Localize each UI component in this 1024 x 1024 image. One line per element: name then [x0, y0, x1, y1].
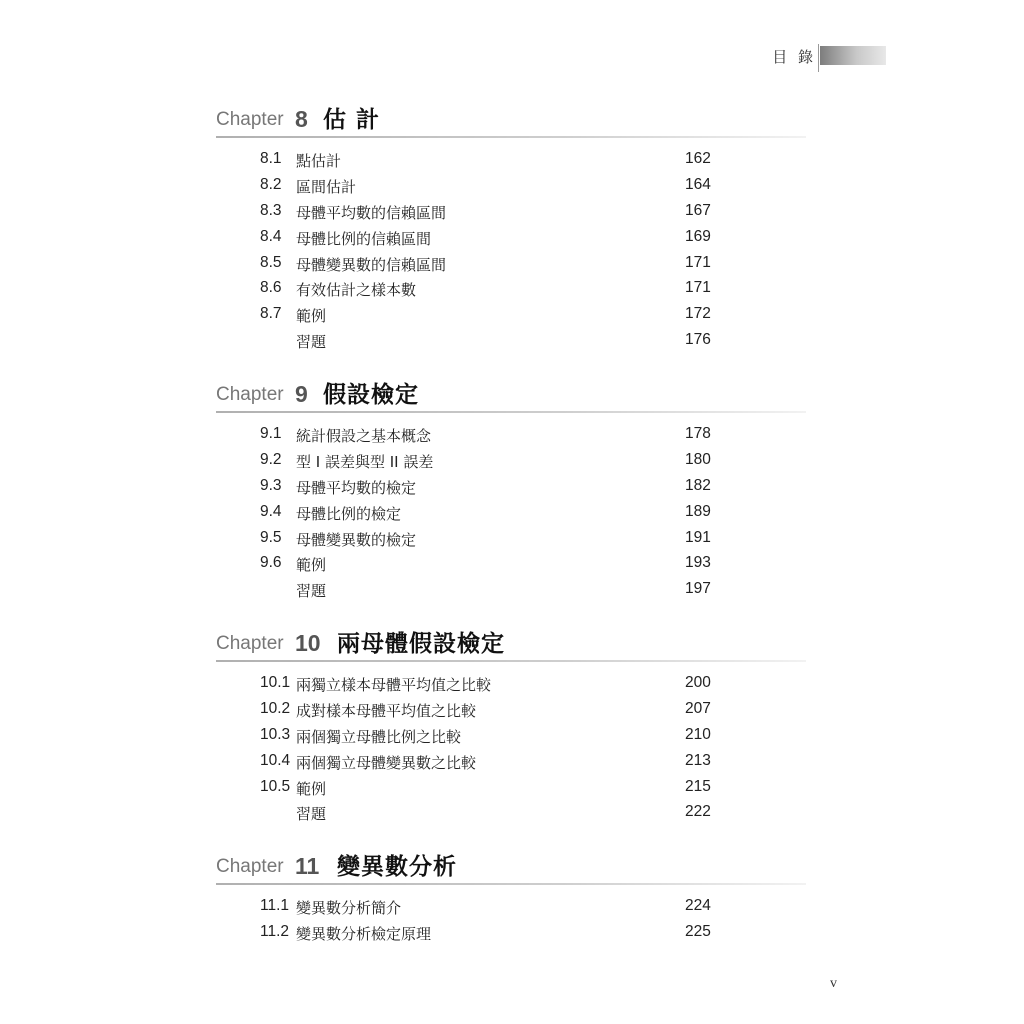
- chapter-title: 假設檢定: [323, 381, 419, 408]
- section-page-number: 191: [685, 528, 711, 546]
- section-title: 母體比例的信賴區間: [296, 229, 432, 248]
- section-page-number: 193: [685, 554, 711, 572]
- section-page-number: 176: [685, 331, 711, 349]
- toc-entry: [216, 554, 816, 580]
- toc-entry: [216, 803, 816, 829]
- section-page-number: 189: [685, 502, 711, 520]
- section-page-number: 182: [685, 476, 711, 494]
- section-title: 統計假設之基本概念: [296, 427, 432, 445]
- section-title: 母體平均數的信賴區間: [296, 203, 447, 222]
- toc-entry: [216, 305, 816, 331]
- toc-entry: [216, 477, 816, 503]
- running-header-rule: [818, 44, 819, 72]
- chapter-title: 變異數分析: [337, 853, 457, 880]
- chapter-word: Chapter: [216, 109, 284, 130]
- section-title: 母體變異數的檢定: [296, 530, 417, 549]
- section-title: 範例: [296, 779, 327, 798]
- section-page-number: 169: [685, 227, 711, 245]
- section-number: 10.2: [260, 699, 291, 717]
- section-number: 9.5: [260, 528, 282, 546]
- chapter-number: 8: [295, 106, 308, 132]
- chapter-title: 估 計: [323, 106, 381, 133]
- chapter-word: Chapter: [216, 384, 284, 405]
- section-number: 9.2: [260, 450, 282, 468]
- section-number: 8.6: [260, 279, 282, 297]
- section-page-number: 162: [685, 150, 711, 167]
- toc-entry: [216, 254, 816, 280]
- toc-entry: [216, 150, 816, 176]
- section-page-number: 222: [685, 803, 711, 821]
- toc-entry: [216, 202, 816, 228]
- section-title: 兩個獨立母體比例之比較: [296, 727, 462, 746]
- toc-entry: [216, 923, 816, 949]
- section-title: 成對樣本母體平均值之比較: [296, 701, 477, 720]
- section-page-number: 167: [685, 201, 711, 219]
- section-title: 母體平均數的檢定: [296, 478, 417, 497]
- section-page-number: 178: [685, 425, 711, 442]
- section-title: 母體比例的檢定: [296, 504, 402, 523]
- section-page-number: 164: [685, 175, 711, 193]
- section-title: 有效估計之樣本數: [296, 281, 417, 300]
- toc-entry: [216, 674, 816, 700]
- running-header-tab: [820, 46, 886, 65]
- running-header-label: 目 錄: [772, 48, 816, 66]
- chapter-heading: [216, 630, 816, 658]
- chapter-word: Chapter: [216, 856, 284, 877]
- section-list: [216, 150, 816, 357]
- section-title: 區間估計: [296, 177, 357, 196]
- chapter-divider: [216, 411, 806, 413]
- chapter-11: [216, 853, 816, 943]
- section-list: [216, 425, 816, 606]
- chapter-8: [216, 106, 816, 352]
- toc-entry: [216, 279, 816, 305]
- section-page-number: 171: [685, 253, 711, 271]
- section-page-number: 200: [685, 674, 711, 691]
- section-page-number: 171: [685, 279, 711, 297]
- toc-entry: [216, 778, 816, 804]
- chapter-title: 兩母體假設檢定: [337, 630, 505, 657]
- toc-entry: [216, 700, 816, 726]
- section-title: 習題: [296, 582, 327, 601]
- toc-entry: [216, 580, 816, 606]
- toc-entry: [216, 176, 816, 202]
- toc-entry: [216, 228, 816, 254]
- section-page-number: 197: [685, 580, 711, 598]
- section-title: 範例: [296, 556, 327, 575]
- section-number: 9.4: [260, 502, 282, 520]
- chapter-heading: [216, 106, 816, 134]
- section-title: 型 I 誤差與型 II 誤差: [296, 452, 434, 471]
- toc-entry: [216, 752, 816, 778]
- section-title: 習題: [296, 333, 327, 352]
- section-list: [216, 674, 816, 829]
- section-number: 11.1: [260, 897, 290, 914]
- section-number: 8.3: [260, 201, 282, 219]
- section-page-number: 172: [685, 305, 711, 323]
- section-number: 8.4: [260, 227, 282, 245]
- running-header: [770, 44, 890, 74]
- section-page-number: 225: [685, 922, 711, 940]
- section-page-number: 215: [685, 777, 711, 795]
- section-number: 8.2: [260, 175, 282, 193]
- section-number: 9.3: [260, 476, 282, 494]
- section-list: [216, 897, 816, 949]
- section-number: 10.1: [260, 674, 291, 691]
- chapter-divider: [216, 883, 806, 885]
- chapter-heading: [216, 381, 816, 409]
- section-page-number: 224: [685, 897, 711, 914]
- section-number: 9.6: [260, 554, 282, 572]
- chapter-number: 11: [295, 853, 320, 879]
- chapter-word: Chapter: [216, 633, 284, 654]
- chapter-heading: [216, 853, 816, 881]
- toc-entry: [216, 451, 816, 477]
- chapter-divider: [216, 136, 806, 138]
- chapter-9: [216, 381, 816, 601]
- toc-entry: [216, 425, 816, 451]
- section-number: 10.5: [260, 777, 291, 795]
- section-page-number: 213: [685, 751, 711, 769]
- section-title: 兩個獨立母體變異數之比較: [296, 753, 477, 772]
- section-title: 變異數分析檢定原理: [296, 924, 432, 943]
- section-number: 10.3: [260, 725, 291, 743]
- section-page-number: 210: [685, 725, 711, 743]
- chapter-divider: [216, 660, 806, 662]
- section-title: 兩獨立樣本母體平均值之比較: [296, 676, 492, 694]
- section-title: 母體變異數的信賴區間: [296, 255, 447, 274]
- section-number: 8.5: [260, 253, 282, 271]
- section-number: 11.2: [260, 922, 290, 940]
- section-number: 9.1: [260, 425, 282, 442]
- chapter-number: 10: [295, 630, 321, 656]
- section-title: 範例: [296, 307, 327, 326]
- toc-entry: [216, 529, 816, 555]
- page-number: v: [830, 976, 837, 991]
- toc-entry: [216, 726, 816, 752]
- toc-entry: [216, 503, 816, 529]
- toc-entry: [216, 331, 816, 357]
- section-title: 習題: [296, 805, 327, 824]
- section-page-number: 180: [685, 450, 711, 468]
- section-title: 點估計: [296, 152, 342, 170]
- section-number: 8.7: [260, 305, 282, 323]
- chapter-10: [216, 630, 816, 824]
- section-number: 8.1: [260, 150, 282, 167]
- section-title: 變異數分析簡介: [296, 899, 402, 917]
- toc-entry: [216, 897, 816, 923]
- section-number: 10.4: [260, 751, 291, 769]
- chapter-number: 9: [295, 381, 308, 407]
- section-page-number: 207: [685, 699, 711, 717]
